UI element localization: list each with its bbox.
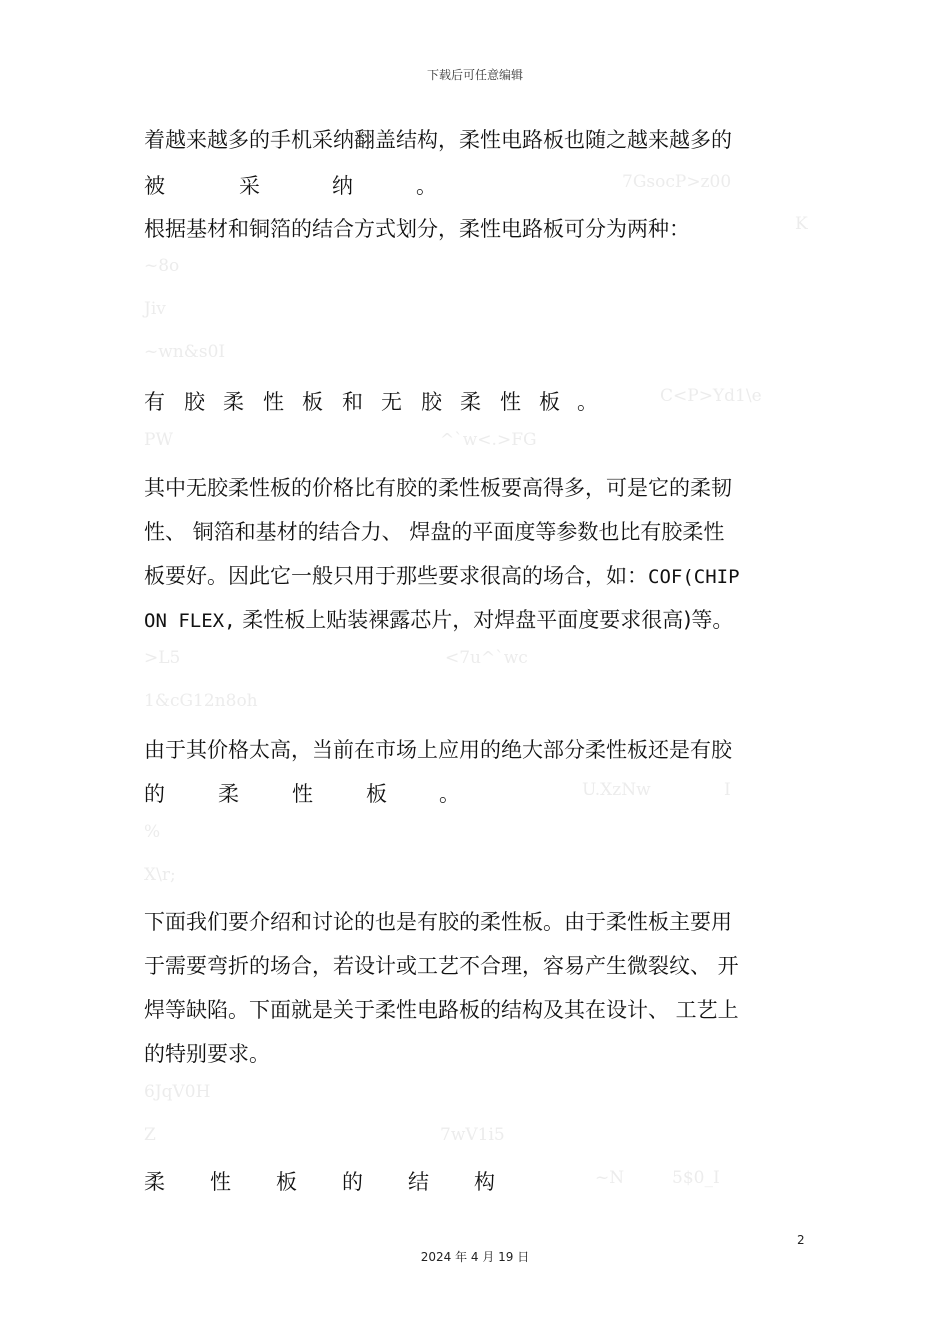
body-text-line: 其中无胶柔性板的价格比有胶的柔性板要高得多，可是它的柔韧 bbox=[144, 476, 732, 500]
ghost-text: I bbox=[724, 780, 731, 800]
text-char: 胶 bbox=[184, 390, 205, 414]
body-text-line bbox=[144, 604, 733, 634]
ghost-text: X\r; bbox=[144, 865, 176, 885]
text-char: 采 bbox=[239, 174, 260, 198]
text-char: 板 bbox=[366, 782, 387, 806]
text-char: 性 bbox=[500, 390, 521, 414]
ghost-text: Jiv bbox=[144, 299, 166, 319]
text-char: 性 bbox=[292, 782, 313, 806]
ghost-text: 5$0_I bbox=[672, 1168, 720, 1188]
body-text-line: 的特别要求。 bbox=[144, 1042, 270, 1066]
ghost-text: ^`w<.>FG bbox=[440, 430, 537, 450]
body-text-line: 着越来越多的手机采纳翻盖结构，柔性电路板也随之越来越多的 bbox=[144, 128, 732, 152]
text-char: 板 bbox=[539, 390, 560, 414]
text-char: 。 bbox=[577, 390, 598, 414]
text-run: ON FLEX, bbox=[144, 610, 236, 632]
ghost-text: ~8o bbox=[144, 256, 180, 276]
ghost-text: <7u^`wc bbox=[445, 648, 528, 668]
text-char: 柔 bbox=[144, 1170, 165, 1194]
body-text-line: 焊等缺陷。下面就是关于柔性电路板的结构及其在设计、 工艺上 bbox=[144, 998, 739, 1022]
body-text-line: 于需要弯折的场合，若设计或工艺不合理，容易产生微裂纹、 开 bbox=[144, 954, 739, 978]
text-char: 。 bbox=[416, 174, 437, 198]
ghost-text: C<P>Yd1\e bbox=[660, 386, 762, 406]
text-char: 性 bbox=[263, 390, 284, 414]
page-footer-date: 2024 年 4 月 19 日 bbox=[420, 1250, 530, 1264]
text-char: 有 bbox=[144, 390, 165, 414]
ghost-text: ~N bbox=[595, 1168, 625, 1188]
text-char: 板 bbox=[276, 1170, 297, 1194]
text-char: 胶 bbox=[421, 390, 442, 414]
ghost-text: % bbox=[144, 822, 161, 842]
ghost-text: ~wn&s0I bbox=[144, 342, 226, 362]
ghost-text: >L5 bbox=[144, 648, 181, 668]
text-char: 板 bbox=[302, 390, 323, 414]
text-char: 柔 bbox=[223, 390, 244, 414]
text-char: 柔 bbox=[460, 390, 481, 414]
text-run: 柔性板上贴装裸露芯片，对焊盘平面度要求很高)等。 bbox=[235, 608, 734, 632]
text-run: 板要好。因此它一般只用于那些要求很高的场合，如： bbox=[144, 564, 648, 588]
body-text-line: 由于其价格太高，当前在市场上应用的绝大部分柔性板还是有胶 bbox=[144, 738, 732, 762]
body-text-line: 根据基材和铜箔的结合方式划分，柔性电路板可分为两种： bbox=[144, 217, 690, 241]
body-text-line: 性、 铜箔和基材的结合力、 焊盘的平面度等参数也比有胶柔性 bbox=[144, 520, 725, 544]
ghost-text: 7GsocP>z00 bbox=[622, 172, 732, 192]
page-header: 下载后可任意编辑 bbox=[426, 68, 523, 82]
ghost-text: PW bbox=[144, 430, 173, 450]
text-char: 无 bbox=[381, 390, 402, 414]
body-text-line: 下面我们要介绍和讨论的也是有胶的柔性板。由于柔性板主要用 bbox=[144, 910, 732, 934]
text-char: 的 bbox=[342, 1170, 363, 1194]
text-char: 和 bbox=[342, 390, 363, 414]
body-text-line bbox=[144, 560, 740, 590]
text-char: 。 bbox=[439, 782, 460, 806]
text-char: 纳 bbox=[332, 174, 353, 198]
ghost-text: U.XzNw bbox=[582, 780, 651, 800]
text-run: COF(CHIP bbox=[648, 566, 740, 588]
text-char: 的 bbox=[144, 782, 165, 806]
ghost-text: 1&cG12n8oh bbox=[144, 691, 258, 711]
ghost-text: 6JqV0H bbox=[144, 1082, 211, 1102]
text-char: 被 bbox=[144, 174, 165, 198]
text-char: 柔 bbox=[218, 782, 239, 806]
page-number: 2 bbox=[797, 1233, 805, 1247]
ghost-text: K bbox=[795, 214, 808, 234]
text-char: 结 bbox=[408, 1170, 429, 1194]
text-char: 性 bbox=[210, 1170, 231, 1194]
text-char: 构 bbox=[474, 1170, 495, 1194]
ghost-text: Z bbox=[144, 1125, 156, 1145]
ghost-text: 7wV1i5 bbox=[440, 1125, 505, 1145]
